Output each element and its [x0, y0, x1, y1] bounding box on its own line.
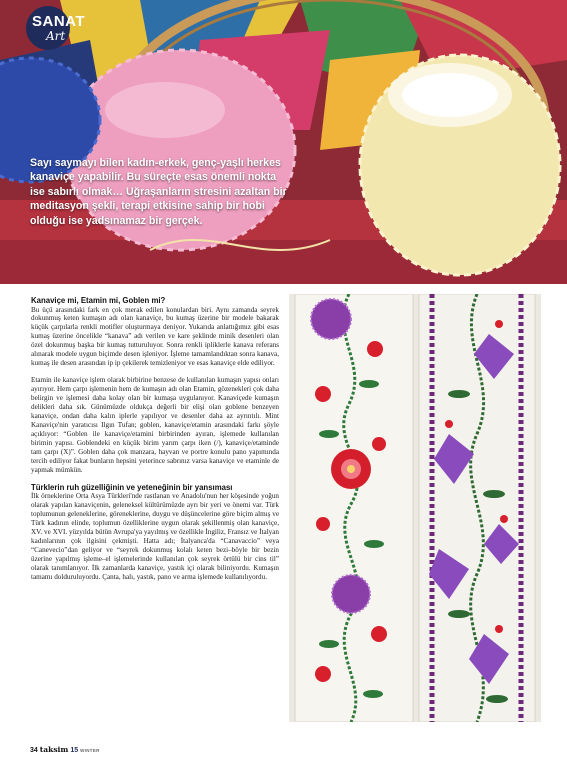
page-footer: [30, 739, 100, 754]
section-title: SANAT: [32, 13, 86, 30]
page-number: 34: [30, 747, 38, 754]
article-heading-1: Kanaviçe mi, Etamin mi, Goblen mi?: [31, 296, 166, 305]
embroidery-illustration: [289, 294, 541, 722]
issue-number: 15: [70, 747, 79, 754]
article-heading-2: Türklerin ruh güzelliğinin ve yeteneğinin bir yansıması: [31, 482, 233, 492]
issue-season: WINTER: [80, 748, 100, 753]
article-paragraph-2: Etamin ile kanaviçe işlem olarak birbirine benzese de kullanılan kumaşın yapısı onları ayırıyor. Hem çarpı işlemenin hem de kumaşın adı olan Etamin, gözenekleri çok daha belirgin ve işlemesi daha kolay olan bir kumaşa uygulanıyor. Kanaviçede kumaşın delikleri daha sık. Günümüzde oldukça değerli bir elişi olan goblene benzeyen kanaviçe, ondan daha kalın iplerle yapılıyor ve desenler daha az ayrıntılı. Mint Kanaviçe'nin yaratıcısı Ilgın Tufan; goblen, kanaviçe/etamin arasındaki farkı şöyle açıklıyor: “Goblen ile kanaviçe/etamini birbirinden ayıran, işlemede kullanılan birimin yapısı. Goblendeki en küçük birim yarım çarpı iken (/), kanaviçe/etaminde tam çarpı (X)”. Goblen daha çok manzara, hayvan ve portre konulu pano yapımında tercih ediliyor fakat bunların hepsini yeterince sabrınız varsa kanaviçe ve etaminle de yapmak mümkün.: [31, 376, 279, 474]
article-body: [31, 296, 279, 590]
hero-quote: Sayı saymayı bilen kadın-erkek, genç-yaşlı herkes kanaviçe yapabilir. Bu süreçte esas önemli nokta ise sabırlı olmak… Uğraşanların stresini azaltan bir meditasyon şekli, terapi etkisine sahip bir hobi olduğu ise yadsınamaz bir gerçek.: [30, 157, 287, 227]
article-paragraph-1: Bu üçü arasındaki fark en çok merak edilen konulardan biri. Aynı zamanda seyrek dokunmuş keten kumaşın adı olan kanaviçe, bu kumaş üzerine bir modele bakarak küçük çarpılarla renkli motifler oluşturmaya deniyor. Yukarıda anlattığımız gibi esas kumaş üzerine öncelikle “kanava” adı verilen ve kare şeklinde minik desenleri olan özel dokunmuş başka bir kumaş tutturuluyor. Sonra renkli ipliklerle kanava referans alınarak modele uygun biçimde desen işleniyor. İşleme tamamlandıktan sonra kanava, kumaş ile desen arasından ip ip çekilerek temizleniyor ve esas kanaviçe elde ediliyor.: [31, 305, 279, 368]
magazine-name: taksim: [39, 745, 69, 754]
embroidery-photo: [289, 294, 541, 722]
section-tag: [26, 6, 88, 50]
section-subtitle: Art: [46, 29, 66, 43]
article-paragraph-3: İlk örneklerine Orta Asya Türkleri'nde rastlanan ve Anadolu'nun her köşesinde yoğun olarak yapılan kanaviçenin, geleneksel kültürümüzde ayrı bir yeri ve önemi var. Türk toplumunun geleneklerine, göreneklerine, duygu ve düşüncelerine göre biçim almış ve Türk kadının elinde, toplumun özelliklerine uygun olarak şekillenmiş olan kanaviçe, XV. ve XVI. yüzyılda bütün Avrupa'ya yayılmış ve özellikle İngiliz, Fransız ve İtalyan kadınlarının çok ilgisini çekmişti. Hatta adı; İtalyanca'da “Canavaccio” veya “Canevecio”dan geliyor ve “seyrek dokunmuş kolalı keten bezi–böyle bir bezin üzerine yapılmış işleme–el işlemelerinde kullanılan çok seyrek örtülü bir cins til” olarak tanımlanıyor. İlk zamanlarda kanaviçe, yastık içi olarak biliniyordu. Kumaşın tamamı dolduruluyordu. Çanta, halı, yastık, pano ve arma işlemede kullanılıyordu.: [31, 492, 279, 581]
hero-photo: [0, 0, 567, 284]
